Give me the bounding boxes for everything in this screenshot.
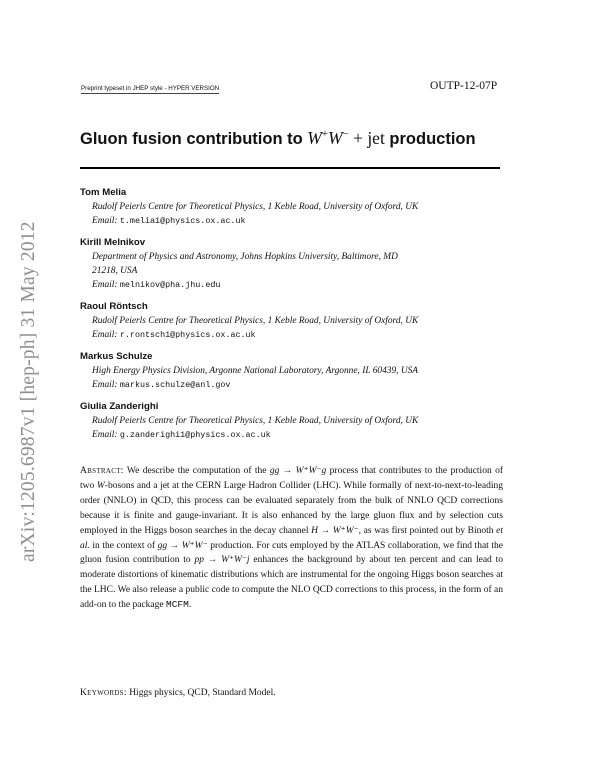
author-list [80,186,520,450]
author-affiliation: Rudolf Peierls Centre for Theoretical Physics, 1 Keble Road, University of Oxford, UK [92,316,419,326]
keywords-label: Keywords: [80,688,127,698]
title-math: W+W− + jet [307,128,385,148]
keywords [80,688,276,698]
title-rule [80,167,500,169]
inline-math: H → W⁺W⁻ [311,525,359,536]
abstract: Abstract: We describe the computation of the gg → W⁺W⁻g process that contributes to the production of two W-bosons and a jet at the CERN Large Hadron Collider (LHC). While formally of next-to-next-to-leading order (NNLO) in QCD, this process can be evaluated separately from the bulk of NNLO QCD corrections because it is finite and gauge-invariant. It is also enhanced by the large gluon flux and by selection cuts employed in the Higgs boson searches in the decay channel H → W⁺W⁻, as was first pointed out by Binoth et al. in the context of gg → W⁺W⁻ production. For cuts employed by the ATLAS collaboration, we find that the gluon fusion contribution to pp → W⁺W⁻j enhances the background by about ten percent and can lead to moderate distortions of kinematic distributions which are instrumental for the ongoing Higgs boson searches at the LHC. We also release a public code to compute the NLO QCD corrections to this process, in the form of an add-on to the package MCFM. [80,466,504,611]
author-name: Raoul Röntsch [80,301,148,312]
author-email-line: Email: r.rontsch1@physics.ox.ac.uk [92,330,256,340]
arxiv-identifier-stamp: arXiv:1205.6987v1 [hep-ph] 31 May 2012 [18,221,39,562]
author-affiliation: Rudolf Peierls Centre for Theoretical Physics, 1 Keble Road, University of Oxford, UK [92,416,419,426]
author-affiliation: Department of Physics and Astronomy, Johns Hopkins University, Baltimore, MD [92,252,398,262]
author-block [80,400,520,442]
abstract-label: Abstract: [80,466,124,476]
author-email[interactable]: markus.schulze@anl.gov [119,380,231,390]
author-block [80,350,520,392]
author-block [80,236,520,292]
author-block [80,186,520,228]
author-name: Giulia Zanderighi [80,401,159,412]
author-email[interactable]: g.zanderighi1@physics.ox.ac.uk [119,430,271,440]
author-email-line: Email: g.zanderighi1@physics.ox.ac.uk [92,430,271,440]
report-number: OUTP-12-07P [430,80,498,92]
author-email[interactable]: t.melia1@physics.ox.ac.uk [119,216,246,226]
author-affiliation: 21218, USA [92,266,138,276]
preprint-note: Preprint typeset in JHEP style - HYPER VERSION [81,85,220,92]
title-lead: Gluon fusion contribution to [80,130,308,148]
author-email-line: Email: markus.schulze@anl.gov [92,380,231,390]
title-tail: production [384,130,476,148]
author-email[interactable]: melnikov@pha.jhu.edu [119,280,221,290]
paper-title [80,128,476,149]
author-block [80,300,520,342]
inline-math: pp → W⁺W⁻j [194,555,250,566]
author-name: Tom Melia [80,187,127,198]
keywords-text: Higgs physics, QCD, Standard Model. [126,688,276,698]
author-email-line: Email: t.melia1@physics.ox.ac.uk [92,216,246,226]
inline-math: W [96,480,105,491]
author-name: Kirill Melnikov [80,237,146,248]
author-affiliation: Rudolf Peierls Centre for Theoretical Physics, 1 Keble Road, University of Oxford, UK [92,202,419,212]
author-email[interactable]: r.rontsch1@physics.ox.ac.uk [119,330,256,340]
author-email-line: Email: melnikov@pha.jhu.edu [92,280,221,290]
author-name: Markus Schulze [80,351,153,362]
inline-math: gg → W⁺W⁻g [269,466,327,476]
author-affiliation: High Energy Physics Division, Argonne National Laboratory, Argonne, IL 60439, USA [92,366,419,376]
code-name: MCFM [166,599,189,611]
inline-math: gg → W⁺W⁻ [157,540,208,551]
